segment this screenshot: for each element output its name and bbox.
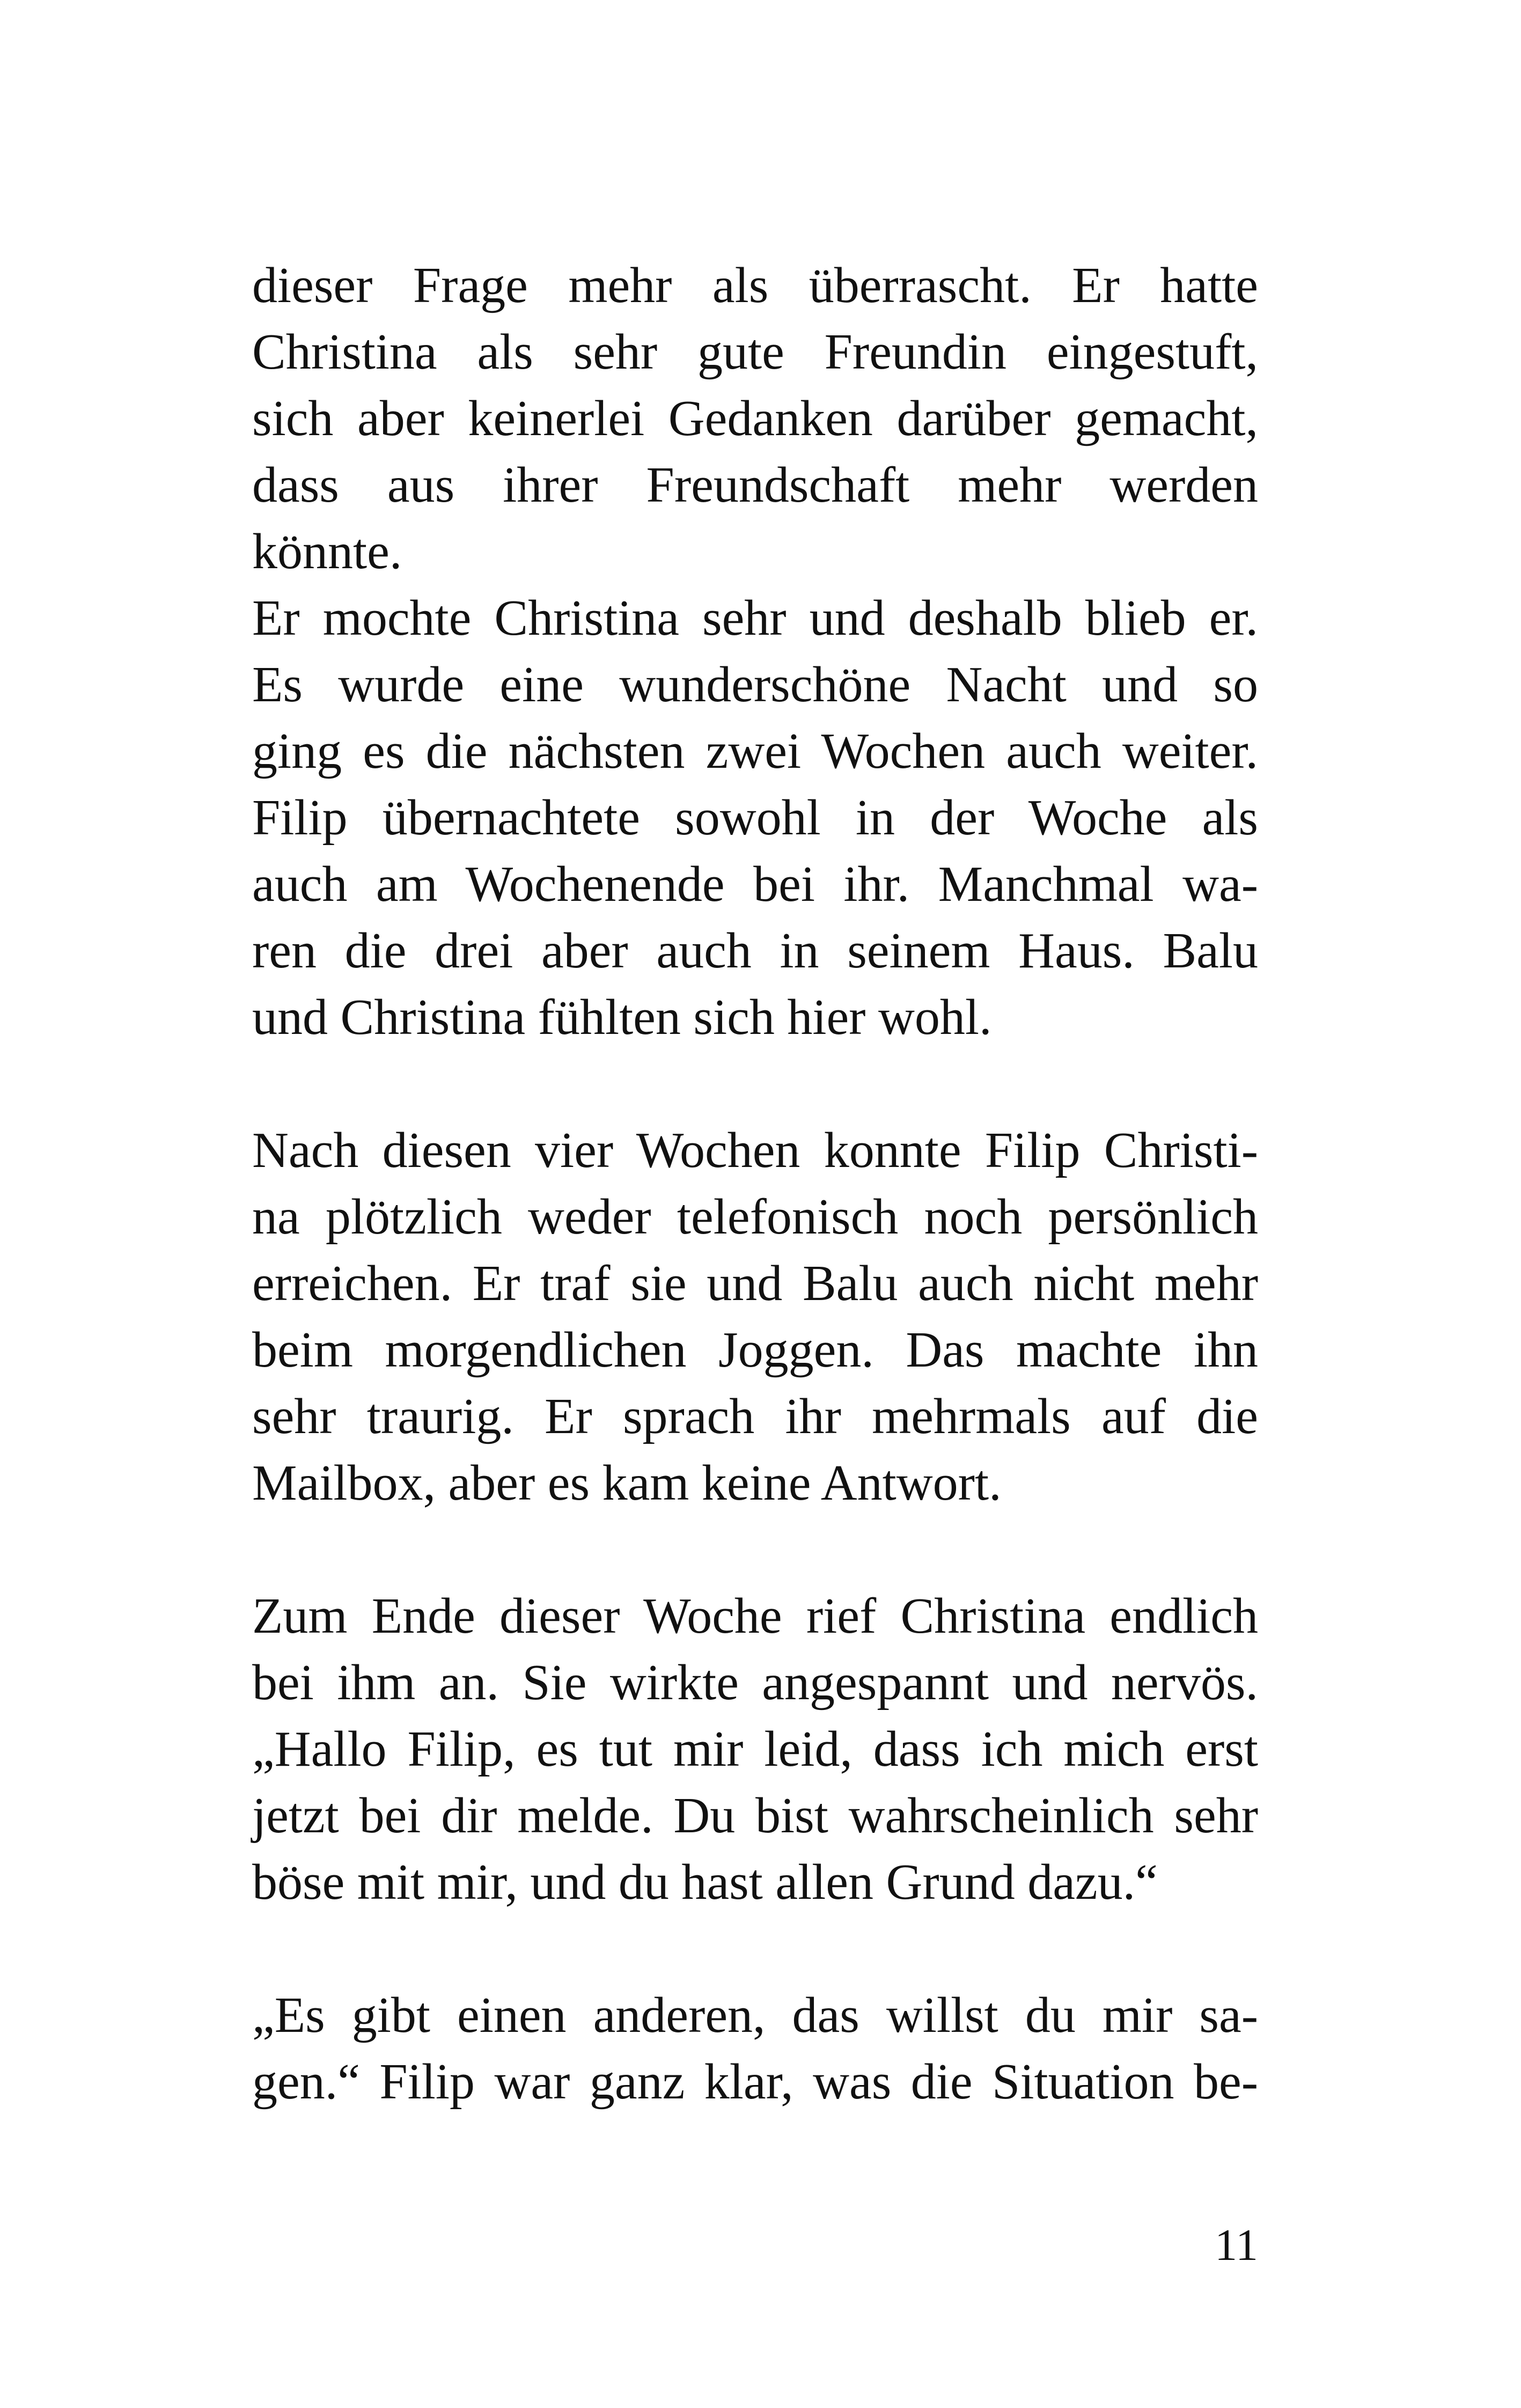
text-line: jetzt bei dir melde. Du bist wahrscheinlich sehr: [252, 1788, 1258, 1844]
text-line: böse mit mir, und du hast allen Grund dazu.“: [252, 1854, 1158, 1910]
text-line: erreichen. Er traf sie und Balu auch nicht mehr: [252, 1256, 1258, 1311]
text-line: ging es die nächsten zwei Wochen auch weiter.: [252, 723, 1258, 779]
paragraph-3: [252, 1583, 1258, 1915]
paragraph-gap: [252, 1915, 1258, 1982]
paragraph-4: [252, 1982, 1258, 2115]
text-line: „Es gibt einen anderen, das willst du mir sa-: [252, 1987, 1258, 2043]
paragraph-gap: [252, 1051, 1258, 1117]
text-line: beim morgendlichen Joggen. Das machte ihn: [252, 1322, 1258, 1378]
text-line: Christina als sehr gute Freundin eingestuft,: [252, 324, 1258, 380]
paragraph-2: [252, 1117, 1258, 1516]
text-line: Er mochte Christina sehr und deshalb blieb er.: [252, 590, 1258, 646]
text-line: Nach diesen vier Wochen konnte Filip Christi-: [252, 1122, 1258, 1178]
text-line: bei ihm an. Sie wirkte angespannt und nervös.: [252, 1655, 1258, 1710]
text-line: Zum Ende dieser Woche rief Christina endlich: [252, 1588, 1258, 1644]
text-line: na plötzlich weder telefonisch noch persönlich: [252, 1189, 1258, 1245]
text-line: dass aus ihrer Freundschaft mehr werden: [252, 457, 1258, 513]
text-line: und Christina fühlten sich hier wohl.: [252, 989, 992, 1045]
body-text: [252, 252, 1258, 2115]
text-line: „Hallo Filip, es tut mir leid, dass ich mich erst: [252, 1721, 1258, 1777]
paragraph-1: [252, 252, 1258, 1051]
text-line: dieser Frage mehr als überrascht. Er hatte: [252, 258, 1258, 313]
text-line: Es wurde eine wunderschöne Nacht und so: [252, 657, 1258, 713]
paragraph-gap: [252, 1516, 1258, 1583]
page-number: 11: [1215, 2220, 1258, 2270]
text-line: könnte.: [252, 524, 402, 579]
text-line: Filip übernachtete sowohl in der Woche als: [252, 790, 1258, 846]
text-line: sehr traurig. Er sprach ihr mehrmals auf die: [252, 1389, 1258, 1444]
text-line: sich aber keinerlei Gedanken darüber gemacht,: [252, 391, 1258, 446]
text-line: Mailbox, aber es kam keine Antwort.: [252, 1455, 1002, 1511]
text-line: gen.“ Filip war ganz klar, was die Situation be-: [252, 2054, 1258, 2110]
text-line: ren die drei aber auch in seinem Haus. Balu: [252, 923, 1258, 979]
text-line: auch am Wochenende bei ihr. Manchmal wa-: [252, 856, 1258, 912]
